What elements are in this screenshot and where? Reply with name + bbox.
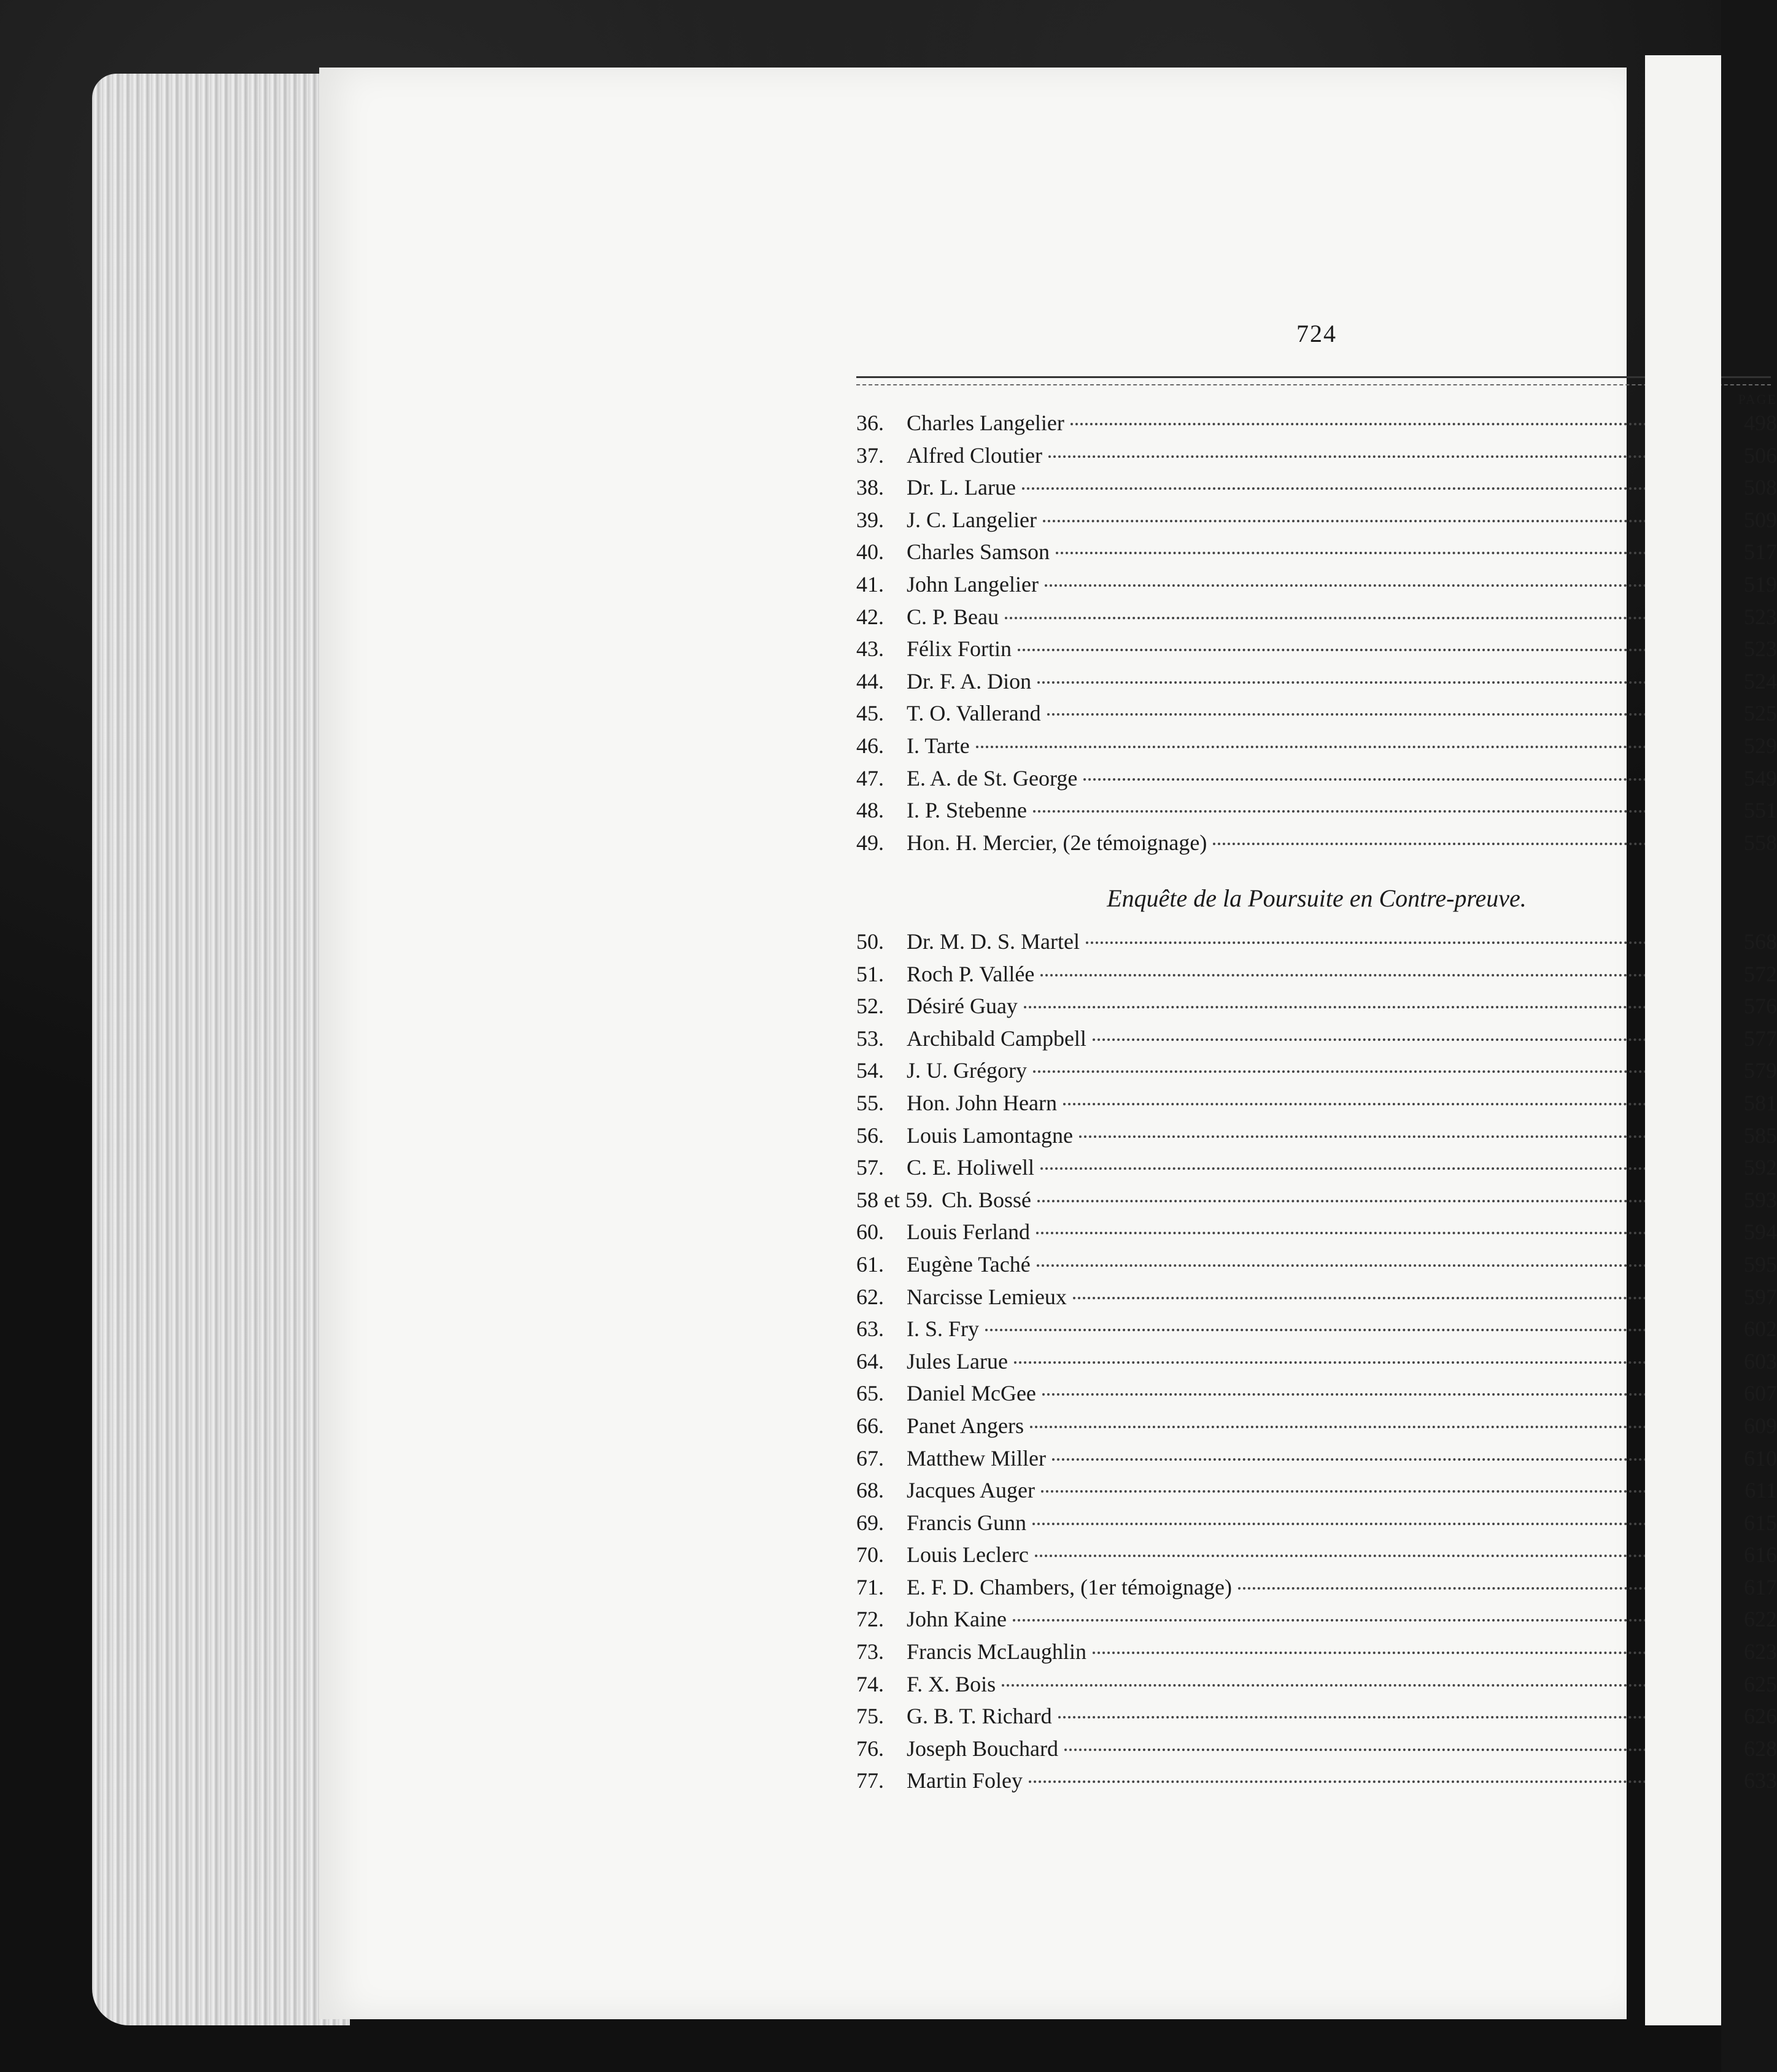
index-entry [856, 539, 1777, 571]
witness-name: Jules Larue [907, 1348, 1008, 1374]
index-entry [856, 1736, 1777, 1768]
dot-leader [1030, 1426, 1716, 1428]
witness-name: C. P. Beau [907, 604, 999, 629]
index-entry [856, 1154, 1777, 1187]
entry-number: 60. [856, 1220, 884, 1245]
entry-number: 40. [856, 539, 884, 565]
index-entry [856, 1090, 1777, 1123]
page-ref: 617 [1744, 1574, 1777, 1599]
dot-leader [1040, 974, 1716, 976]
witness-name: J. U. Grégory [907, 1058, 1027, 1083]
page-ref: 572 [1744, 961, 1777, 986]
page-ref: 524 [1744, 668, 1777, 694]
entry-number: 54. [856, 1058, 884, 1083]
page-ref: 549 [1744, 765, 1777, 791]
index-entry [856, 1380, 1777, 1413]
witness-list-defence [856, 410, 1777, 862]
witness-name: Hon. John Hearn [907, 1090, 1057, 1115]
dot-leader [1013, 1619, 1716, 1622]
entry-number: 57. [856, 1155, 884, 1180]
index-entry [856, 1251, 1777, 1284]
entry-number: 53. [856, 1026, 884, 1051]
witness-name: John Langelier [907, 571, 1039, 597]
page-ref: 609 [1744, 1413, 1777, 1438]
page-ref: 615 [1744, 1510, 1777, 1535]
dot-leader [1058, 1716, 1716, 1718]
witness-name: I. P. Stebenne [907, 798, 1027, 823]
entry-number: 48. [856, 798, 884, 823]
dot-leader [1014, 1361, 1716, 1364]
entry-number: 58 et 59. [856, 1187, 933, 1212]
entry-number: 76. [856, 1736, 884, 1761]
dot-leader [1037, 1200, 1716, 1202]
dot-leader [1056, 552, 1716, 554]
page-ref: 525 [1744, 701, 1777, 726]
facing-page-edge [1645, 55, 1721, 2025]
page-ref: 523 [1744, 636, 1777, 662]
index-entry [856, 1703, 1777, 1736]
witness-name: Charles Samson [907, 539, 1050, 565]
index-entry [856, 929, 1777, 961]
page-ref: 622 [1744, 1607, 1777, 1632]
index-entry [856, 1026, 1777, 1058]
dot-leader [1040, 1167, 1716, 1170]
dot-leader [985, 1329, 1716, 1331]
dot-leader [1093, 1038, 1716, 1041]
dot-leader [1070, 423, 1716, 425]
index-entry [856, 604, 1777, 636]
dot-leader [1048, 455, 1716, 458]
index-entry [856, 700, 1777, 733]
witness-name: Joseph Bouchard [907, 1736, 1058, 1761]
witness-name: Martin Foley [907, 1768, 1023, 1793]
entry-number: 62. [856, 1284, 884, 1309]
entry-number: 75. [856, 1704, 884, 1729]
index-entry [856, 1284, 1777, 1316]
entry-number: 64. [856, 1348, 884, 1374]
index-entry [856, 1187, 1777, 1220]
witness-name: Jacques Auger [907, 1478, 1035, 1503]
page-ref: 519 [1744, 571, 1777, 597]
dot-leader [1041, 1490, 1716, 1493]
page-ref: 593 [1744, 1187, 1777, 1212]
dot-leader [1002, 1684, 1716, 1687]
entry-number: 67. [856, 1445, 884, 1471]
index-entry [856, 668, 1777, 701]
entry-number: 38. [856, 475, 884, 500]
dot-leader [1079, 1135, 1716, 1138]
witness-name: Hon. H. Mercier, (2e témoignage) [907, 830, 1207, 855]
page-ref: 623 [1744, 1639, 1777, 1664]
index-entry [856, 636, 1777, 668]
index-entry [856, 1316, 1777, 1348]
entry-number: 51. [856, 961, 884, 986]
entry-number: 45. [856, 701, 884, 726]
entry-number: 68. [856, 1478, 884, 1503]
entry-number: 70. [856, 1542, 884, 1568]
witness-name: John Kaine [907, 1607, 1007, 1632]
entry-number: 41. [856, 571, 884, 597]
page-ref: 498 [1744, 411, 1777, 435]
witness-name: E. A. de St. George [907, 765, 1078, 791]
index-entry [856, 443, 1777, 475]
index-entry [856, 507, 1777, 539]
page-ref: 585 [1744, 1123, 1777, 1148]
page-ref: 581 [1744, 1090, 1777, 1115]
witness-name: Francis Gunn [907, 1510, 1026, 1535]
index-entry [856, 1639, 1777, 1671]
dot-leader [1022, 487, 1716, 490]
dot-leader [1052, 1458, 1716, 1461]
page-ref: 592 [1744, 1155, 1777, 1180]
page-ref: 633 [1744, 1768, 1777, 1793]
entry-number: 46. [856, 733, 884, 758]
dot-leader [1043, 520, 1716, 522]
dot-leader [1029, 1780, 1716, 1783]
entry-number: 42. [856, 604, 884, 629]
entry-number: 36. [856, 411, 884, 435]
dot-leader [1033, 810, 1716, 813]
page-ref: 603 [1744, 1348, 1777, 1374]
index-entry [856, 571, 1777, 604]
witness-name: Dr. L. Larue [907, 475, 1016, 500]
witness-name: I. S. Fry [907, 1316, 980, 1342]
dot-leader [1086, 941, 1716, 944]
section-title: Enquête de la Poursuite en Contre-preuve. [1107, 884, 1527, 912]
entry-number: 66. [856, 1413, 884, 1438]
page-ref: 579 [1744, 1058, 1777, 1083]
index-entry [856, 1413, 1777, 1445]
dot-leader [1037, 681, 1716, 684]
page-edges [92, 74, 350, 2025]
dot-leader [1036, 1232, 1716, 1234]
dot-leader [1042, 1393, 1716, 1396]
dot-leader [1045, 584, 1716, 587]
entry-number: 43. [856, 636, 884, 662]
page-ref: 626 [1744, 1704, 1777, 1729]
dot-leader [1064, 1749, 1716, 1751]
entry-number: 61. [856, 1251, 884, 1277]
index-entry [856, 993, 1777, 1026]
page-ref: 597 [1744, 1284, 1777, 1309]
witness-name: J. C. Langelier [907, 507, 1037, 532]
witness-name: Panet Angers [907, 1413, 1024, 1438]
witness-name: E. F. D. Chambers, (1er témoignage) [907, 1574, 1232, 1599]
entry-number: 37. [856, 443, 884, 468]
entry-number: 73. [856, 1639, 884, 1664]
page-ref: 594 [1744, 1220, 1777, 1245]
entry-number: 52. [856, 994, 884, 1019]
page-ref: 616 [1744, 1542, 1777, 1568]
witness-name: Matthew Miller [907, 1445, 1046, 1471]
page-ref: 625 [1744, 1671, 1777, 1696]
witness-name: Louis Ferland [907, 1220, 1030, 1245]
index-entry [856, 1123, 1777, 1155]
page-ref: 529 [1744, 733, 1777, 758]
page-ref: 508 [1744, 475, 1777, 500]
index-entry [856, 1510, 1777, 1542]
entry-number: 63. [856, 1316, 884, 1342]
page-ref: 509 [1744, 507, 1777, 532]
index-entry [856, 1542, 1777, 1574]
dot-leader [1073, 1297, 1716, 1299]
witness-name: Alfred Cloutier [907, 443, 1042, 468]
book-page [319, 68, 1777, 2019]
dot-leader [1083, 778, 1716, 781]
entry-number: 74. [856, 1671, 884, 1696]
page-ref: 523 [1744, 604, 1777, 629]
entry-number: 65. [856, 1381, 884, 1406]
page-ref: 517 [1744, 539, 1777, 565]
entry-number: 49. [856, 830, 884, 855]
index-entry [856, 410, 1777, 443]
witness-name: F. X. Bois [907, 1671, 996, 1696]
entry-number: 69. [856, 1510, 884, 1535]
dot-leader [1238, 1587, 1716, 1590]
page-ref: 595 [1744, 1251, 1777, 1277]
entry-number: 39. [856, 507, 884, 532]
entry-number: 55. [856, 1090, 884, 1115]
page-ref: 577 [1744, 1026, 1777, 1051]
witness-name: Désiré Guay [907, 994, 1018, 1019]
page-ref: 576 [1744, 994, 1777, 1019]
witness-name: I. Tarte [907, 733, 970, 758]
witness-list-rebuttal [856, 929, 1777, 1800]
witness-name: Louis Leclerc [907, 1542, 1029, 1568]
entry-number: 50. [856, 929, 884, 954]
index-entry [856, 1445, 1777, 1478]
entry-number: 44. [856, 668, 884, 694]
page-ref: 568 [1744, 929, 1777, 954]
index-entry [856, 1057, 1777, 1090]
witness-name: Eugène Taché [907, 1251, 1031, 1277]
dot-leader [1213, 843, 1716, 845]
entry-number: 56. [856, 1123, 884, 1148]
witness-name: Daniel McGee [907, 1381, 1036, 1406]
dot-leader [1037, 1264, 1716, 1267]
page-ref: 628 [1744, 1736, 1777, 1761]
witness-name: G. B. T. Richard [907, 1704, 1052, 1729]
index-entry [856, 1606, 1777, 1639]
witness-name: Archibald Campbell [907, 1026, 1086, 1051]
index-entry [856, 1219, 1777, 1251]
index-entry [856, 1671, 1777, 1704]
page-ref: 611 [1744, 1478, 1777, 1503]
page-ref: 558 [1744, 830, 1777, 855]
witness-name: Roch P. Vallée [907, 961, 1035, 986]
witness-name: Dr. F. A. Dion [907, 668, 1032, 694]
page-ref: 607 [1744, 1381, 1777, 1406]
dot-leader [1024, 1006, 1716, 1008]
page-ref: 610 [1744, 1445, 1777, 1471]
entry-number: 77. [856, 1768, 884, 1793]
dot-leader [1047, 713, 1716, 716]
dot-leader [1032, 1523, 1716, 1525]
page-ref: 551 [1744, 798, 1777, 823]
page-ref: 602 [1744, 1316, 1777, 1342]
witness-name: Charles Langelier [907, 411, 1064, 435]
index-entry [856, 1477, 1777, 1510]
page-ref: 506 [1744, 443, 1777, 468]
dot-leader [976, 746, 1716, 748]
entry-number: 71. [856, 1574, 884, 1599]
witness-name: Ch. Bossé [941, 1187, 1032, 1212]
page-number: 724 [1296, 320, 1337, 347]
index-entry [856, 1768, 1777, 1800]
index-entry [856, 765, 1777, 798]
dot-leader [1035, 1555, 1716, 1557]
dot-leader [1018, 649, 1716, 651]
witness-name: T. O. Vallerand [907, 701, 1041, 726]
index-entry [856, 733, 1777, 765]
witness-name: Louis Lamontagne [907, 1123, 1073, 1148]
index-entry [856, 797, 1777, 830]
dot-leader [1033, 1070, 1716, 1073]
index-entry [856, 961, 1777, 994]
witness-name: Francis McLaughlin [907, 1639, 1086, 1664]
dot-leader [1005, 617, 1716, 619]
dot-leader [1093, 1652, 1716, 1654]
page-column-header: PAGE [1738, 392, 1777, 407]
dot-leader [1063, 1103, 1716, 1105]
index-entry [856, 830, 1777, 862]
witness-name: Dr. M. D. S. Martel [907, 929, 1080, 954]
witness-name: C. E. Holiwell [907, 1155, 1034, 1180]
entry-number: 47. [856, 765, 884, 791]
index-entry [856, 1574, 1777, 1607]
witness-name: Félix Fortin [907, 636, 1012, 662]
index-entry [856, 1348, 1777, 1381]
header-rule [856, 376, 1771, 385]
index-entry [856, 474, 1777, 507]
entry-number: 72. [856, 1607, 884, 1632]
witness-name: Narcisse Lemieux [907, 1284, 1067, 1309]
